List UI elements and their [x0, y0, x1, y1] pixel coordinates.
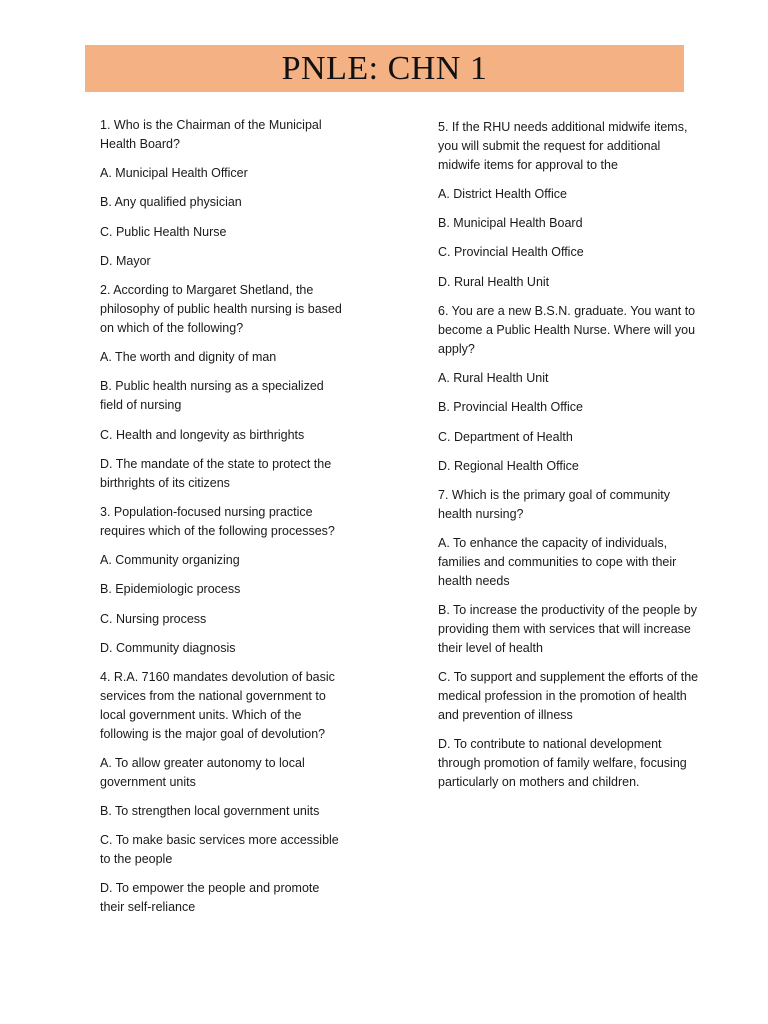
question-text: 3. Population-focused nursing practice requires which of the following processes?: [100, 504, 335, 538]
option-b: B. Public health nursing as a specialized field of nursing: [100, 379, 324, 413]
option-c: C. Provincial Health Office: [438, 245, 584, 260]
question-text: 1. Who is the Chairman of the Municipal Health Board?: [100, 118, 322, 151]
question-text: 4. R.A. 7160 mandates devolution of basic services from the national government to local government units. Which of the following is the major goal of devolution?: [100, 670, 335, 741]
option-b: B. To strengthen local government units: [100, 804, 320, 819]
option-d: D. To empower the people and promote their self-reliance: [100, 881, 320, 915]
question-text: 5. If the RHU needs additional midwife items, you will submit the request for additional midwife items for approval to the: [438, 120, 688, 172]
left-column: [100, 116, 345, 928]
option-d: D. To contribute to national development through promotion of family welfare, focusing particularly on mothers and children.: [438, 736, 687, 789]
option-b: B. Any qualified physician: [100, 195, 242, 210]
option-a: A. Municipal Health Officer: [100, 166, 248, 181]
option-c: C. Public Health Nurse: [100, 224, 227, 239]
option-c: C. Health and longevity as birthrights: [100, 427, 305, 442]
option-a: A. To allow greater autonomy to local government units: [100, 755, 305, 789]
option-c: C. To make basic services more accessible to the people: [100, 833, 339, 867]
right-column: [438, 118, 700, 802]
question-text: 7. Which is the primary goal of community health nursing?: [438, 488, 671, 521]
question-7: [438, 486, 700, 791]
option-d: D. The mandate of the state to protect the birthrights of its citizens: [100, 456, 332, 490]
option-a: A. To enhance the capacity of individuals, families and communities to cope with their health needs: [438, 536, 677, 588]
option-a: A. Community organizing: [100, 553, 240, 568]
question-text: 2. According to Margaret Shetland, the philosophy of public health nursing is based on which of the following?: [100, 283, 342, 335]
document-title: PNLE: CHN 1: [281, 49, 488, 87]
option-d: D. Community diagnosis: [100, 640, 236, 655]
question-4: [100, 668, 345, 917]
option-b: B. Epidemiologic process: [100, 582, 241, 597]
question-5: [438, 118, 700, 292]
option-a: A. The worth and dignity of man: [100, 350, 277, 365]
option-c: C. To support and supplement the efforts of the medical profession in the promotion of health and prevention of illness: [438, 670, 699, 722]
option-b: B. Municipal Health Board: [438, 216, 583, 231]
question-3: [100, 503, 345, 658]
option-d: D. Regional Health Office: [438, 458, 579, 473]
option-b: B. Provincial Health Office: [438, 400, 583, 415]
question-2: [100, 281, 345, 492]
option-d: D. Rural Health Unit: [438, 274, 550, 289]
question-6: [438, 302, 700, 476]
option-d: D. Mayor: [100, 253, 151, 268]
option-c: C. Department of Health: [438, 429, 573, 444]
option-a: A. District Health Office: [438, 186, 567, 201]
question-text: 6. You are a new B.S.N. graduate. You want to become a Public Health Nurse. Where will you apply?: [438, 304, 696, 356]
question-1: [100, 116, 345, 271]
option-b: B. To increase the productivity of the people by providing them with services that will increase their level of health: [438, 603, 697, 655]
title-banner: [85, 45, 684, 92]
option-a: A. Rural Health Unit: [438, 370, 549, 385]
option-c: C. Nursing process: [100, 611, 207, 626]
